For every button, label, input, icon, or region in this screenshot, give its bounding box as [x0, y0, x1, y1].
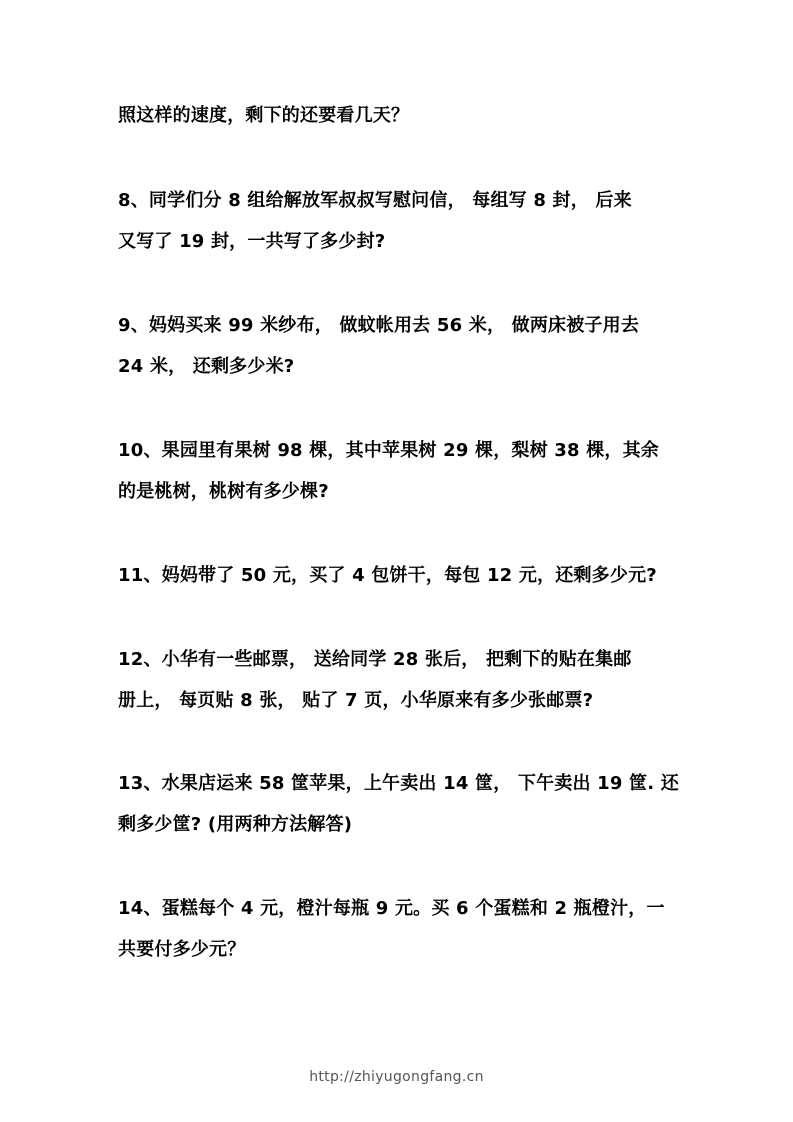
problem-line: 12、小华有一些邮票， 送给同学 28 张后， 把剩下的贴在集邮	[118, 649, 632, 670]
problem-line: 册上， 每页贴 8 张， 贴了 7 页，小华原来有多少张邮票?	[118, 690, 594, 711]
footer-url: http://zhiyugongfang.cn	[309, 1069, 484, 1085]
problem-line: 13、水果店运来 58 筐苹果，上午卖出 14 筐， 下午卖出 19 筐. 还	[118, 773, 679, 794]
problem-line: 剩多少筐? (用两种方法解答)	[118, 814, 353, 835]
problem-line: 共要付多少元？	[118, 939, 246, 960]
problem-line: 9、妈妈买来 99 米纱布， 做蚊帐用去 56 米， 做两床被子用去	[118, 315, 640, 336]
problem-line: 8、同学们分 8 组给解放军叔叔写慰问信， 每组写 8 封， 后来	[118, 190, 632, 211]
problem-line: 又写了 19 封，一共写了多少封?	[118, 231, 386, 252]
problem-line: 14、蛋糕每个 4 元，橙汁每瓶 9 元。买 6 个蛋糕和 2 瓶橙汁，一	[118, 898, 665, 919]
problem-line: 10、果园里有果树 98 棵，其中苹果树 29 棵，梨树 38 棵，其余	[118, 440, 659, 461]
problem-line: 11、妈妈带了 50 元，买了 4 包饼干，每包 12 元，还剩多少元?	[118, 565, 657, 586]
problem-line: 的是桃树，桃树有多少棵?	[118, 481, 329, 502]
problem-line: 照这样的速度，剩下的还要看几天？	[118, 105, 410, 126]
problem-line: 24 米， 还剩多少米?	[118, 356, 295, 377]
